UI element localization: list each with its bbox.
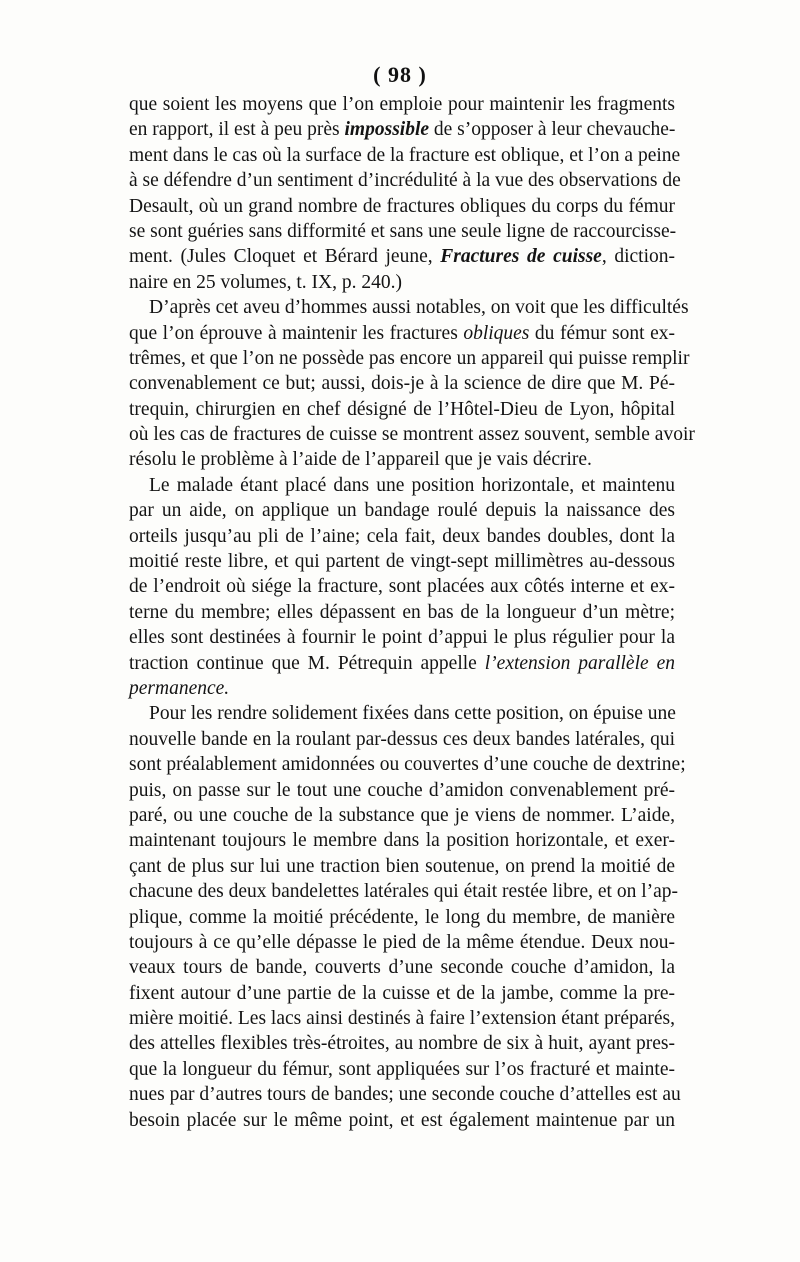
text-line <box>129 981 675 1006</box>
text-segment: toujours à ce qu’elle dépasse le pied de la même étendue. Deux nou- <box>129 931 675 953</box>
text-segment: à se défendre d’un sentiment d’incrédulité à la vue des observations de <box>129 170 681 192</box>
emphasized-text: Fractures de cuisse <box>440 246 602 268</box>
text-segment: trêmes, et que l’on ne possède pas encore un appareil qui puisse remplir <box>129 347 690 369</box>
text-segment: puis, on passe sur le tout une couche d’amidon convenablement pré- <box>129 779 675 801</box>
text-line <box>129 1108 675 1133</box>
text-segment: mière moitié. Les lacs ainsi destinés à faire l’extension étant préparés, <box>129 1008 675 1030</box>
text-segment: se sont guéries sans difformité et sans une seule ligne de raccourcisse- <box>129 220 677 242</box>
text-line <box>129 549 675 574</box>
text-line <box>129 701 675 726</box>
text-line <box>129 244 675 269</box>
text-line <box>129 930 675 955</box>
text-segment: terne du membre; elles dépassent en bas de la longueur d’un mètre; <box>129 601 675 623</box>
text-segment: fixent autour d’une partie de la cuisse et de la jambe, comme la pre- <box>129 982 675 1004</box>
page-number: ( 98 ) <box>373 62 427 87</box>
text-segment: Pour les rendre solidement fixées dans cette position, on épuise une <box>149 703 676 725</box>
text-segment: besoin placée sur le même point, et est également maintenue par un <box>129 1109 675 1131</box>
text-segment: ment. (Jules Cloquet et Bérard jeune, <box>129 246 441 268</box>
text-line <box>129 651 675 676</box>
text-line <box>129 574 675 599</box>
text-segment: que soient les moyens que l’on emploie pour maintenir les fragments <box>129 94 675 115</box>
text-line <box>129 676 675 701</box>
text-segment: où les cas de fractures de cuisse se montrent assez souvent, semble avoir <box>129 424 695 446</box>
text-segment: des attelles flexibles très-étroites, au nombre de six à huit, ayant pres- <box>129 1033 675 1055</box>
emphasized-text: impossible <box>344 119 430 141</box>
text-line <box>129 371 675 396</box>
text-line <box>129 752 686 777</box>
text-line <box>129 168 681 193</box>
text-segment: convenablement ce but; aussi, dois-je à la science de dire que M. Pé- <box>129 373 675 395</box>
text-line <box>129 397 675 422</box>
text-segment: trequin, chirurgien en chef désigné de l’Hôtel-Dieu de Lyon, hôpital <box>129 398 675 420</box>
text-line <box>129 828 675 853</box>
emphasized-text: permanence. <box>129 677 230 699</box>
text-segment: çant de plus sur lui une traction bien soutenue, on prend la moitié de <box>129 855 675 877</box>
text-line <box>129 219 675 244</box>
text-line <box>129 905 675 930</box>
text-segment: résolu le problème à l’aide de l’appareil que je vais décrire. <box>129 449 592 471</box>
text-segment: nouvelle bande en la roulant par-dessus ces deux bandes latérales, qui <box>129 728 675 750</box>
text-line <box>129 1006 675 1031</box>
text-segment: Desault, où un grand nombre de fractures obliques du corps du fémur <box>129 195 675 217</box>
text-line <box>129 270 675 295</box>
text-line <box>129 625 675 650</box>
text-segment: D’après cet aveu d’hommes aussi notables, on voit que les difficultés <box>149 297 689 319</box>
text-line <box>129 498 675 523</box>
emphasized-text: l’extension parallèle en <box>484 652 676 674</box>
text-segment: que l’on éprouve à maintenir les fractures <box>129 322 464 344</box>
text-line <box>129 1057 675 1082</box>
text-segment: maintenant toujours le membre dans la position horizontale, et exer- <box>129 830 675 852</box>
text-line <box>129 422 695 447</box>
text-segment: elles sont destinées à fournir le point d’appui le plus régulier pour la <box>129 627 675 649</box>
text-segment: en rapport, il est à peu près <box>129 119 345 141</box>
text-line <box>129 194 675 219</box>
text-segment: de l’endroit où siége la fracture, sont placées aux côtés interne et ex- <box>129 576 675 598</box>
body-text <box>129 92 695 1133</box>
text-segment: orteils jusqu’au pli de l’aine; cela fait, deux bandes doubles, dont la <box>129 525 675 547</box>
text-line <box>129 346 690 371</box>
text-line <box>129 803 675 828</box>
text-line <box>129 321 675 346</box>
text-segment: Le malade étant placé dans une position horizontale, et maintenu <box>149 474 675 496</box>
text-line <box>129 727 675 752</box>
text-line <box>129 117 675 142</box>
text-line <box>129 854 675 879</box>
text-line <box>129 1082 681 1107</box>
text-segment: paré, ou une couche de la substance que je viens de nommer. L’aide, <box>129 804 675 826</box>
text-segment: sont préalablement amidonnées ou couvertes d’une couche de dextrine; <box>129 754 686 776</box>
text-segment: moitié reste libre, et qui partent de vingt-sept millimètres au-dessous <box>129 551 675 573</box>
emphasized-text: obliques <box>463 322 530 344</box>
text-line <box>129 92 675 117</box>
text-segment: naire en 25 volumes, t. IX, p. 240.) <box>129 271 402 293</box>
text-segment: chacune des deux bandelettes latérales qui était restée libre, et on l’ap- <box>129 881 678 903</box>
text-line <box>129 143 681 168</box>
text-segment: traction continue que M. Pétrequin appelle <box>129 652 485 674</box>
text-line <box>129 447 675 472</box>
text-line <box>129 295 689 320</box>
text-line <box>129 955 675 980</box>
text-segment: plique, comme la moitié précédente, le long du membre, de manière <box>129 906 675 928</box>
text-segment: ment dans le cas où la surface de la fracture est oblique, et l’on a peine <box>129 144 681 166</box>
text-line <box>129 1031 675 1056</box>
text-segment: par un aide, on applique un bandage roulé depuis la naissance des <box>129 500 675 522</box>
text-segment: de s’opposer à leur chevauche- <box>429 119 676 141</box>
text-segment: nues par d’autres tours de bandes; une seconde couche d’attelles est au <box>129 1084 681 1106</box>
text-segment: que la longueur du fémur, sont appliquées sur l’os fracturé et mainte- <box>129 1058 675 1080</box>
text-line <box>129 778 675 803</box>
text-line <box>129 879 678 904</box>
text-line <box>129 473 675 498</box>
text-segment: veaux tours de bande, couverts d’une seconde couche d’amidon, la <box>129 957 675 979</box>
text-segment: du fémur sont ex- <box>529 322 675 344</box>
text-segment: , diction- <box>601 246 676 268</box>
text-line <box>129 524 675 549</box>
text-line <box>129 600 675 625</box>
